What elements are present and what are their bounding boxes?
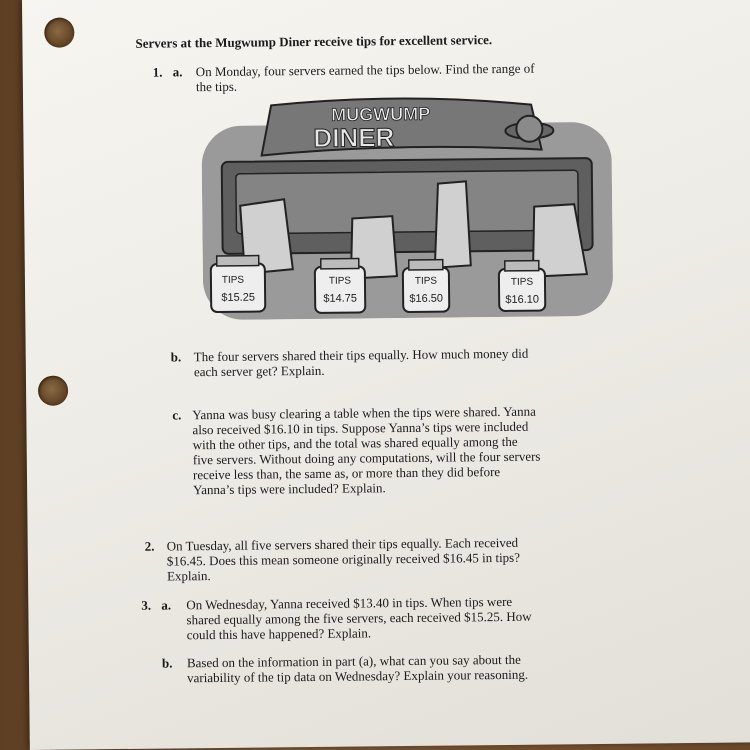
tip-jar-1-amount: $15.25 <box>221 291 256 304</box>
q3b-line-1: Based on the information in part (a), what can you say about the <box>186 651 521 671</box>
q1c-line-5: receive less than, the same as, or more than they did before <box>192 464 501 483</box>
q1a-label: a. <box>172 64 183 80</box>
q3-number: 3. <box>141 597 152 613</box>
planet-icon <box>516 116 542 142</box>
diner-illustration <box>201 94 613 320</box>
tip-jar-3-amount: $16.50 <box>409 292 444 305</box>
q3b-label: b. <box>161 655 173 671</box>
tip-jar-4 <box>499 261 546 311</box>
q3a-line-1: On Wednesday, Yanna received $13.40 in tips. When tips were <box>186 593 513 613</box>
tip-jar-2-label: TIPS <box>328 275 352 287</box>
tip-jar-3-label: TIPS <box>414 275 438 287</box>
tip-jar-2 <box>315 258 366 313</box>
q1c-line-6: Yanna’s tips were included? Explain. <box>193 480 386 498</box>
q1a-line-2: the tips. <box>195 78 238 95</box>
punch-hole-top <box>44 17 74 47</box>
q3a-line-2: shared equally among the five servers, each received $15.25. How <box>186 608 532 628</box>
q3b-line-2: variability of the tip data on Wednesday? Explain your reasoning. <box>187 666 529 686</box>
q1b-line-2: each server get? Explain. <box>193 362 325 380</box>
worksheet-heading: Servers at the Mugwump Diner receive tips for excellent service. <box>135 32 493 51</box>
tip-jar-1 <box>211 255 266 312</box>
punch-hole-middle <box>38 376 68 406</box>
sign-text-bottom: DINER <box>313 122 395 153</box>
tip-jar-4-amount: $16.10 <box>505 293 540 306</box>
q1a-line-1: On Monday, four servers earned the tips below. Find the range of <box>195 60 535 80</box>
worksheet-page <box>22 0 750 750</box>
q1c-line-2: also received $16.10 in tips. Suppose Yanna’s tips were included <box>192 418 529 438</box>
q1c-line-4: five servers. Without doing any computations, will the four servers <box>192 448 541 468</box>
q1b-line-1: The four servers shared their tips equally. How much money did <box>193 345 529 365</box>
q2-line-2: $16.45. Does this mean someone originally received $16.45 in tips? <box>166 549 521 569</box>
q1c-line-1: Yanna was busy clearing a table when the tips were shared. Yanna <box>192 403 536 423</box>
tip-jar-2-amount: $14.75 <box>323 292 358 305</box>
q1c-line-3: with the other tips, and the total was shared equally among the <box>192 433 518 453</box>
q2-line-3: Explain. <box>166 568 211 584</box>
tip-jar-3 <box>403 260 450 312</box>
sign-text-top: MUGWUMP <box>331 103 431 125</box>
q1-number: 1. <box>152 64 163 80</box>
q1b-label: b. <box>170 349 182 365</box>
q3a-line-3: could this have happened? Explain. <box>186 625 372 643</box>
server-figure-3 <box>434 181 471 267</box>
tip-jar-1-label: TIPS <box>221 274 245 286</box>
q3a-label: a. <box>161 597 172 613</box>
q1c-label: c. <box>172 407 182 423</box>
q2-number: 2. <box>144 538 155 554</box>
q2-line-1: On Tuesday, all five servers shared their tips equally. Each received <box>166 534 519 554</box>
tip-jar-4-label: TIPS <box>510 276 534 288</box>
